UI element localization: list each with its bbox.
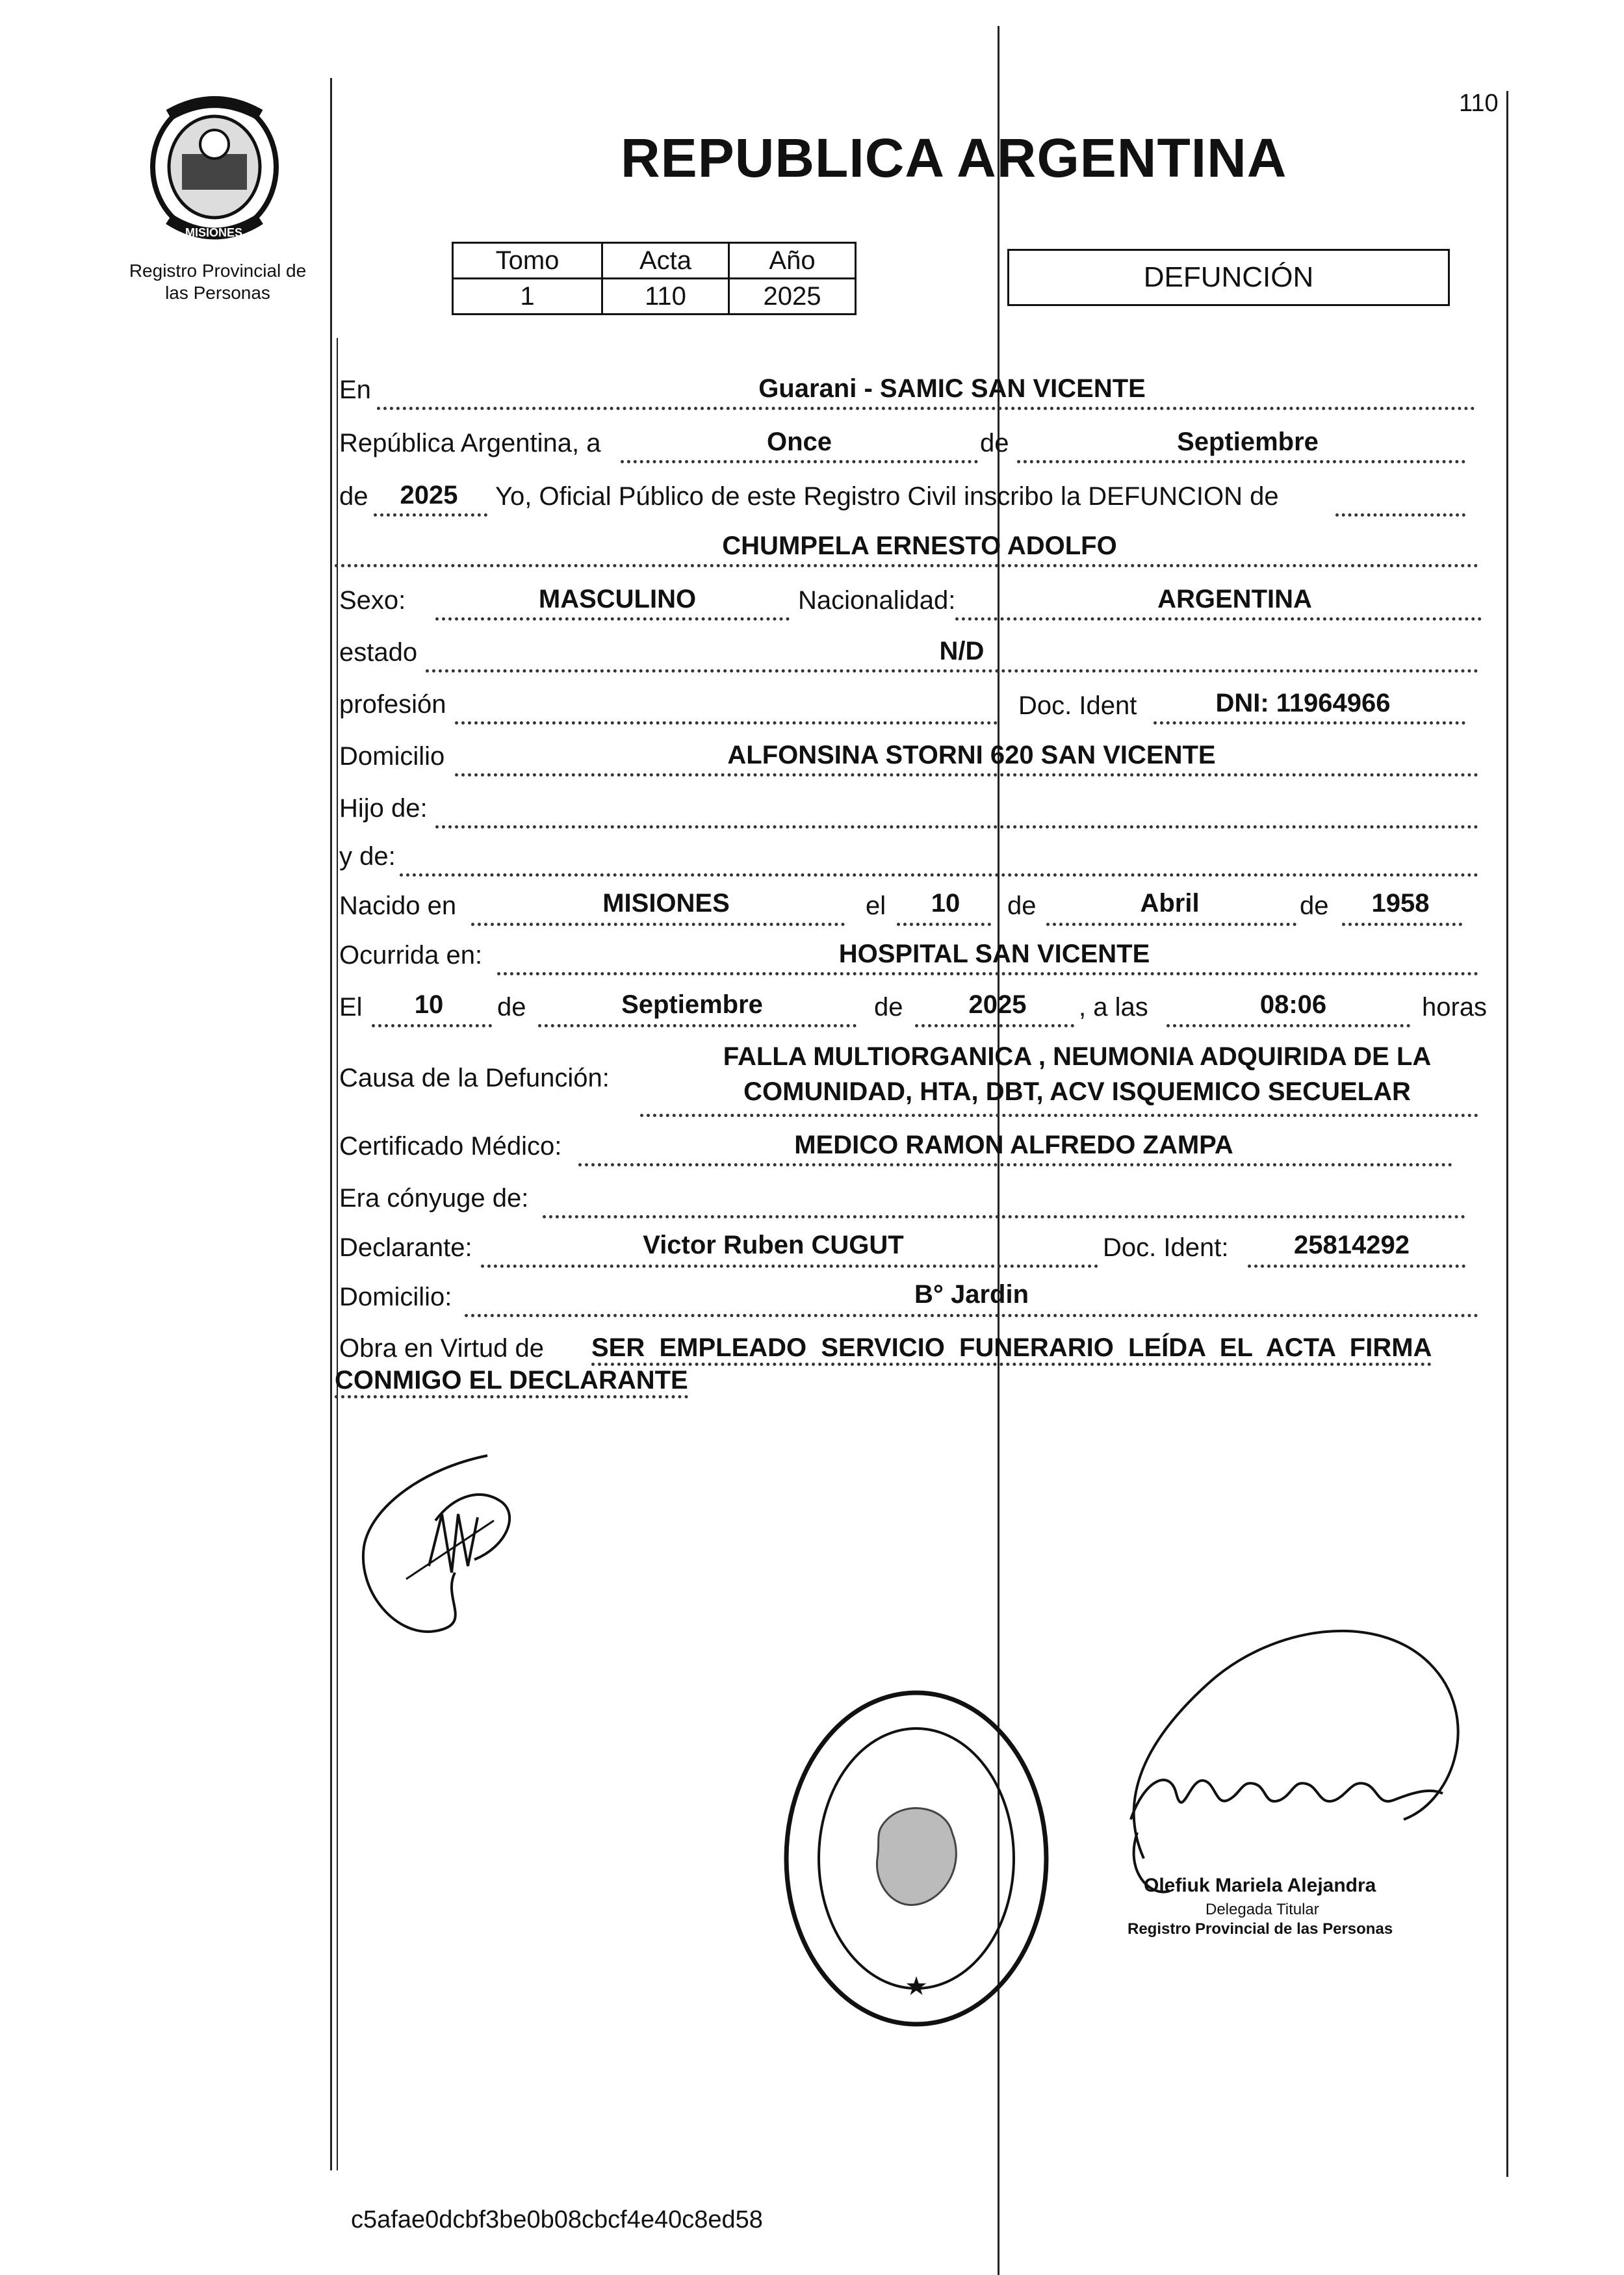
certificado-value: MEDICO RAMON ALFREDO ZAMPA bbox=[794, 1131, 1233, 1159]
death-year-line bbox=[915, 1024, 1074, 1027]
causa-line-1: FALLA MULTIORGANICA , NEUMONIA ADQUIRIDA DE LA bbox=[723, 1042, 1432, 1071]
birth-day-line bbox=[897, 923, 991, 926]
certificado-line bbox=[578, 1163, 1452, 1166]
doc-ident-line bbox=[1154, 721, 1465, 725]
inscribo-line bbox=[1335, 513, 1465, 517]
year-line bbox=[374, 513, 487, 517]
page-title: REPUBLICA ARGENTINA bbox=[621, 127, 1287, 188]
death-time: 08:06 bbox=[1259, 990, 1327, 1019]
profesion-label: profesión bbox=[339, 690, 446, 719]
record-type-box bbox=[1007, 249, 1450, 306]
record-table-header-anio: Año bbox=[729, 243, 856, 279]
document-hash: c5afae0dcbf3be0b08cbcf4e40c8ed58 bbox=[351, 2206, 763, 2233]
domicilio-value: ALFONSINA STORNI 620 SAN VICENTE bbox=[727, 741, 1216, 769]
estado-label: estado bbox=[339, 638, 418, 667]
record-type: DEFUNCIÓN bbox=[1143, 261, 1314, 293]
domicilio-line bbox=[455, 773, 1478, 777]
obra-label: Obra en Virtud de bbox=[339, 1334, 545, 1363]
year: 2025 bbox=[400, 481, 458, 509]
hijo-line bbox=[435, 825, 1478, 829]
birth-month-line bbox=[1046, 923, 1296, 926]
domicilio2-label: Domicilio: bbox=[339, 1283, 452, 1311]
horas-label: horas bbox=[1422, 993, 1488, 1022]
death-day: 10 bbox=[414, 990, 444, 1019]
birth-day: 10 bbox=[931, 889, 960, 918]
official-seal bbox=[777, 1683, 1056, 2034]
nacionalidad-line bbox=[955, 617, 1482, 621]
death-month: Septiembre bbox=[621, 990, 763, 1019]
declarante-value: Victor Ruben CUGUT bbox=[643, 1231, 904, 1259]
conyuge-label: Era cónyuge de: bbox=[339, 1184, 529, 1213]
estado-line bbox=[426, 669, 1478, 673]
obra-line-2: CONMIGO EL DECLARANTE bbox=[335, 1366, 688, 1398]
seal-star: ★ bbox=[905, 1972, 928, 2001]
record-table-value-tomo: 1 bbox=[453, 279, 602, 315]
sexo-label: Sexo: bbox=[339, 586, 406, 615]
deceased-name: CHUMPELA ERNESTO ADOLFO bbox=[722, 532, 1117, 560]
en-line bbox=[377, 407, 1475, 410]
obra-line-1: SER EMPLEADO SERVICIO FUNERARIO LEÍDA EL ACTA FIRMA bbox=[591, 1333, 1432, 1366]
causa-line bbox=[640, 1114, 1478, 1117]
domicilio2-line bbox=[465, 1314, 1478, 1317]
en-label: En bbox=[339, 376, 371, 404]
de-label-3: de bbox=[1007, 892, 1037, 920]
day-word: Once bbox=[766, 428, 832, 456]
declarante-label: Declarante: bbox=[339, 1233, 472, 1262]
death-time-line bbox=[1166, 1024, 1410, 1027]
nacionalidad-label: Nacionalidad: bbox=[798, 586, 956, 615]
ocurrida-line bbox=[497, 972, 1478, 975]
month: Septiembre bbox=[1177, 428, 1319, 456]
record-table-value-anio: 2025 bbox=[729, 279, 856, 315]
crest-bottom-text: MISIONES bbox=[185, 226, 243, 239]
nacido-line bbox=[471, 923, 845, 926]
month-line bbox=[1017, 460, 1465, 463]
alas-label: , a las bbox=[1079, 993, 1148, 1022]
declarant-signature bbox=[344, 1443, 539, 1664]
death-month-line bbox=[538, 1024, 857, 1027]
en-value: Guarani - SAMIC SAN VICENTE bbox=[758, 374, 1146, 403]
signatory-office: Registro Provincial de las Personas bbox=[1128, 1920, 1393, 1938]
de-label-6: de bbox=[874, 993, 903, 1022]
nacido-value: MISIONES bbox=[602, 889, 730, 918]
doc-ident-value: DNI: 11964966 bbox=[1215, 689, 1391, 717]
birth-year: 1958 bbox=[1371, 889, 1430, 918]
birth-year-line bbox=[1342, 923, 1462, 926]
ocurrida-label: Ocurrida en: bbox=[339, 941, 483, 970]
de-label-2: de bbox=[339, 482, 368, 511]
domicilio2-value: B° Jardin bbox=[914, 1280, 1029, 1309]
nacido-label: Nacido en bbox=[339, 892, 457, 920]
record-table-header-acta: Acta bbox=[602, 243, 729, 279]
ocurrida-value: HOSPITAL SAN VICENTE bbox=[838, 940, 1150, 968]
declarante-line bbox=[481, 1265, 1098, 1268]
doc2-label: Doc. Ident: bbox=[1103, 1233, 1229, 1262]
record-table-value-acta: 110 bbox=[602, 279, 729, 315]
registry-name: Registro Provincial de las Personas bbox=[129, 261, 307, 303]
estado-value: N/D bbox=[939, 637, 985, 665]
domicilio-label: Domicilio bbox=[339, 742, 445, 771]
yde-label: y de: bbox=[339, 842, 396, 871]
doc-ident-label: Doc. Ident bbox=[1018, 691, 1137, 720]
causa-line-2: COMUNIDAD, HTA, DBT, ACV ISQUEMICO SECUELAR bbox=[743, 1077, 1411, 1106]
causa-label: Causa de la Defunción: bbox=[339, 1064, 610, 1092]
inscribo-text: Yo, Oficial Público de este Registro Civil inscribo la DEFUNCION de bbox=[495, 482, 1279, 511]
deceased-name-line bbox=[335, 564, 1478, 567]
de-label-5: de bbox=[497, 993, 526, 1022]
death-day-line bbox=[372, 1024, 492, 1027]
hijo-label: Hijo de: bbox=[339, 794, 428, 823]
page-number: 110 bbox=[1459, 90, 1499, 117]
de-label-1: de bbox=[980, 429, 1009, 457]
profesion-line bbox=[455, 721, 998, 725]
signatory-name: Olefiuk Mariela Alejandra bbox=[1144, 1875, 1376, 1896]
conyuge-line bbox=[543, 1215, 1465, 1218]
sexo-value: MASCULINO bbox=[538, 585, 697, 613]
sexo-line bbox=[435, 617, 790, 621]
republica-label: República Argentina, a bbox=[339, 429, 601, 457]
left-margin-line bbox=[330, 78, 332, 2170]
birth-month: Abril bbox=[1140, 889, 1200, 918]
day-word-line bbox=[621, 460, 978, 463]
yde-line bbox=[400, 873, 1478, 877]
official-signature bbox=[1040, 1586, 1495, 1923]
record-table bbox=[452, 242, 857, 315]
el-label: el bbox=[866, 892, 886, 920]
el-cap-label: El bbox=[339, 993, 363, 1022]
certificado-label: Certificado Médico: bbox=[339, 1132, 562, 1161]
misiones-crest-logo bbox=[146, 92, 283, 242]
record-table-header-tomo: Tomo bbox=[453, 243, 602, 279]
right-margin-line bbox=[1506, 91, 1508, 2177]
signatory-role: Delegada Titular bbox=[1205, 1901, 1319, 1918]
nacionalidad-value: ARGENTINA bbox=[1157, 585, 1312, 613]
left-margin-line-inner bbox=[337, 338, 338, 2170]
doc2-value: 25814292 bbox=[1294, 1231, 1410, 1259]
doc2-line bbox=[1248, 1265, 1465, 1268]
de-label-4: de bbox=[1300, 892, 1329, 920]
death-year: 2025 bbox=[968, 990, 1027, 1019]
